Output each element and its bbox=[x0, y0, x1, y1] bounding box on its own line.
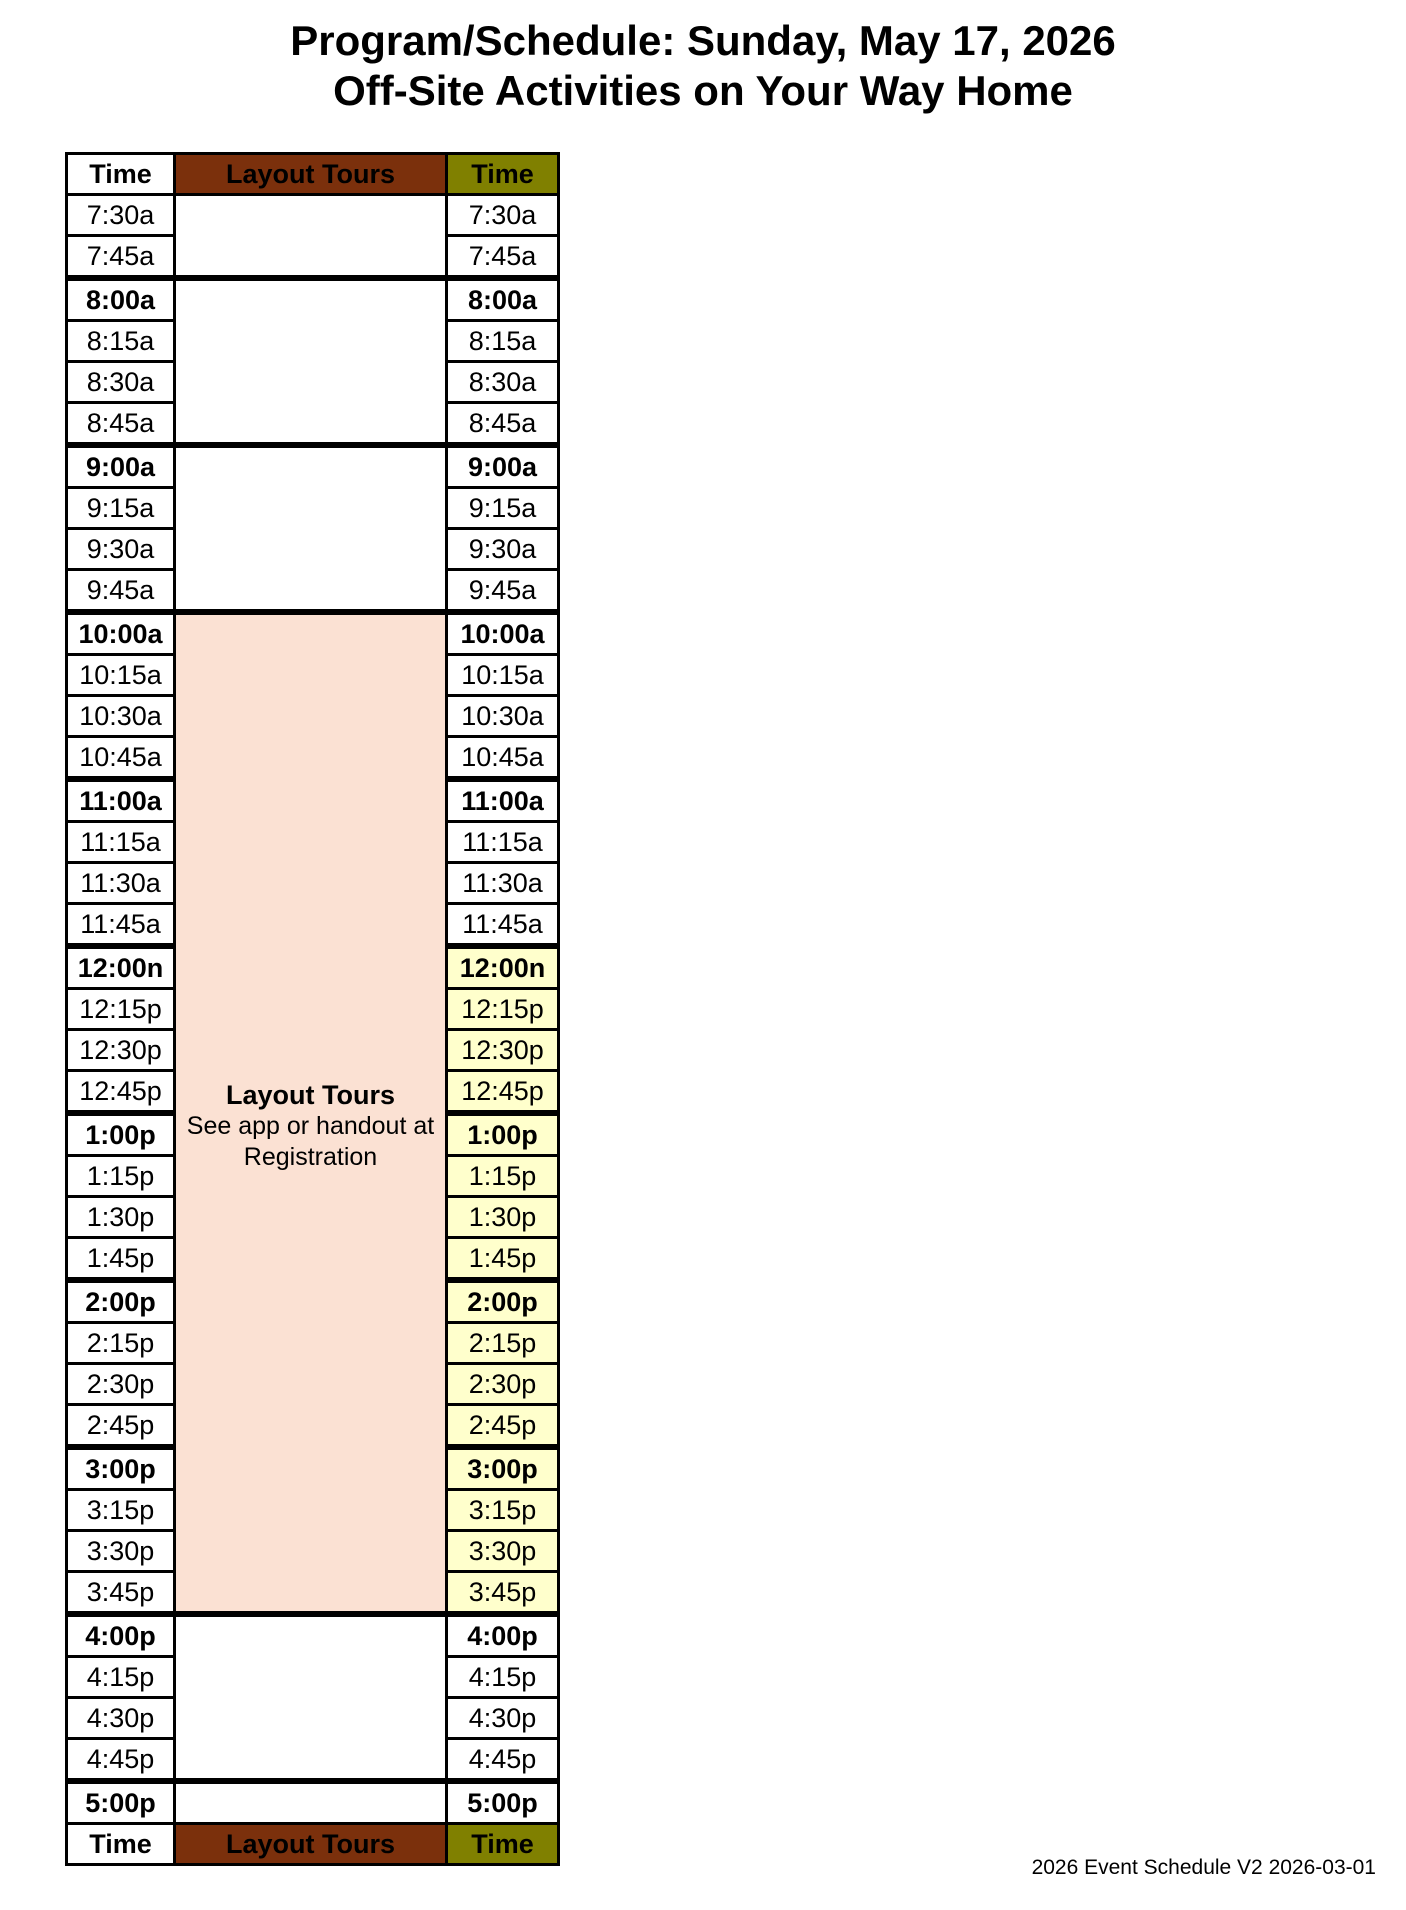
time-cell-left: 1:30p bbox=[67, 1197, 175, 1238]
time-cell-right: 1:00p bbox=[447, 1113, 559, 1156]
time-cell-left: 8:45a bbox=[67, 403, 175, 446]
time-cell-left: 3:15p bbox=[67, 1490, 175, 1531]
time-cell-right: 1:45p bbox=[447, 1238, 559, 1281]
time-cell-left: 11:00a bbox=[67, 779, 175, 822]
header-time-left: Time bbox=[67, 154, 175, 195]
schedule-row bbox=[67, 612, 559, 655]
time-cell-right: 8:15a bbox=[447, 321, 559, 362]
time-cell-right: 10:30a bbox=[447, 696, 559, 737]
time-cell-left: 10:00a bbox=[67, 612, 175, 655]
time-cell-right: 1:30p bbox=[447, 1197, 559, 1238]
time-cell-left: 1:45p bbox=[67, 1238, 175, 1281]
time-cell-left: 10:30a bbox=[67, 696, 175, 737]
page-title-line2: Off-Site Activities on Your Way Home bbox=[333, 67, 1073, 114]
time-cell-right: 3:30p bbox=[447, 1531, 559, 1572]
time-cell-right: 9:00a bbox=[447, 445, 559, 488]
time-cell-right: 8:45a bbox=[447, 403, 559, 446]
time-cell-left: 8:15a bbox=[67, 321, 175, 362]
schedule-row bbox=[67, 1614, 559, 1657]
table-header-row bbox=[67, 154, 559, 195]
schedule-row bbox=[67, 1781, 559, 1824]
tour-cell-title: Layout Tours bbox=[225, 1080, 395, 1110]
time-cell-left: 4:15p bbox=[67, 1657, 175, 1698]
time-cell-right: 12:15p bbox=[447, 989, 559, 1030]
time-cell-left: 1:00p bbox=[67, 1113, 175, 1156]
time-cell-right: 2:30p bbox=[447, 1364, 559, 1405]
time-cell-left: 8:30a bbox=[67, 362, 175, 403]
time-cell-left: 10:45a bbox=[67, 737, 175, 780]
time-cell-right: 3:00p bbox=[447, 1447, 559, 1490]
footer-time-left: Time bbox=[67, 1824, 175, 1865]
schedule-row bbox=[67, 195, 559, 236]
time-cell-right: 12:00n bbox=[447, 946, 559, 989]
time-cell-right: 4:00p bbox=[447, 1614, 559, 1657]
time-cell-left: 2:45p bbox=[67, 1405, 175, 1448]
time-cell-right: 8:30a bbox=[447, 362, 559, 403]
time-cell-right: 3:45p bbox=[447, 1572, 559, 1615]
time-cell-left: 7:30a bbox=[67, 195, 175, 236]
version-note: 2026 Event Schedule V2 2026-03-01 bbox=[1031, 1856, 1376, 1879]
schedule-row bbox=[67, 445, 559, 488]
page-title-line1: Program/Schedule: Sunday, May 17, 2026 bbox=[290, 17, 1116, 64]
time-cell-right: 1:15p bbox=[447, 1156, 559, 1197]
time-cell-left: 2:15p bbox=[67, 1323, 175, 1364]
activity-empty-cell bbox=[175, 1781, 447, 1824]
time-cell-right: 3:15p bbox=[447, 1490, 559, 1531]
schedule-row bbox=[67, 278, 559, 321]
footer-time-right: Time bbox=[447, 1824, 559, 1865]
time-cell-right: 10:00a bbox=[447, 612, 559, 655]
time-cell-right: 9:45a bbox=[447, 570, 559, 613]
time-cell-left: 12:00n bbox=[67, 946, 175, 989]
time-cell-left: 4:30p bbox=[67, 1698, 175, 1739]
time-cell-right: 4:15p bbox=[447, 1657, 559, 1698]
time-cell-left: 12:15p bbox=[67, 989, 175, 1030]
time-cell-right: 7:30a bbox=[447, 195, 559, 236]
time-cell-left: 5:00p bbox=[67, 1781, 175, 1824]
time-cell-right: 9:30a bbox=[447, 529, 559, 570]
time-cell-right: 11:15a bbox=[447, 822, 559, 863]
time-cell-right: 2:00p bbox=[447, 1280, 559, 1323]
schedule-table bbox=[65, 152, 560, 1866]
time-cell-right: 7:45a bbox=[447, 236, 559, 279]
footer-layout-tours: Layout Tours bbox=[175, 1824, 447, 1865]
time-cell-left: 10:15a bbox=[67, 655, 175, 696]
time-cell-right: 11:30a bbox=[447, 863, 559, 904]
time-cell-left: 12:30p bbox=[67, 1030, 175, 1071]
header-layout-tours: Layout Tours bbox=[175, 154, 447, 195]
time-cell-right: 4:45p bbox=[447, 1739, 559, 1782]
time-cell-left: 11:30a bbox=[67, 863, 175, 904]
time-cell-left: 3:45p bbox=[67, 1572, 175, 1615]
time-cell-right: 9:15a bbox=[447, 488, 559, 529]
time-cell-left: 9:15a bbox=[67, 488, 175, 529]
time-cell-right: 10:45a bbox=[447, 737, 559, 780]
activity-empty-cell bbox=[175, 195, 447, 279]
page-title bbox=[0, 0, 1406, 116]
time-cell-left: 12:45p bbox=[67, 1071, 175, 1114]
time-cell-left: 1:15p bbox=[67, 1156, 175, 1197]
time-cell-right: 11:00a bbox=[447, 779, 559, 822]
time-cell-right: 2:45p bbox=[447, 1405, 559, 1448]
time-cell-right: 10:15a bbox=[447, 655, 559, 696]
time-cell-left: 3:30p bbox=[67, 1531, 175, 1572]
header-time-right: Time bbox=[447, 154, 559, 195]
time-cell-left: 9:00a bbox=[67, 445, 175, 488]
activity-empty-cell bbox=[175, 1614, 447, 1781]
time-cell-left: 4:00p bbox=[67, 1614, 175, 1657]
time-cell-right: 12:45p bbox=[447, 1071, 559, 1114]
time-cell-right: 5:00p bbox=[447, 1781, 559, 1824]
time-cell-left: 8:00a bbox=[67, 278, 175, 321]
time-cell-right: 4:30p bbox=[447, 1698, 559, 1739]
time-cell-left: 9:30a bbox=[67, 529, 175, 570]
time-cell-left: 11:15a bbox=[67, 822, 175, 863]
activity-empty-cell bbox=[175, 278, 447, 445]
tour-cell-note-line2: Registration bbox=[243, 1143, 378, 1171]
time-cell-left: 11:45a bbox=[67, 904, 175, 947]
time-cell-right: 12:30p bbox=[447, 1030, 559, 1071]
time-cell-left: 9:45a bbox=[67, 570, 175, 613]
time-cell-right: 2:15p bbox=[447, 1323, 559, 1364]
tour-cell-note-line1: See app or handout at bbox=[186, 1112, 435, 1140]
time-cell-right: 11:45a bbox=[447, 904, 559, 947]
layout-tours-cell bbox=[175, 612, 447, 1614]
time-cell-left: 3:00p bbox=[67, 1447, 175, 1490]
time-cell-left: 4:45p bbox=[67, 1739, 175, 1782]
time-cell-right: 8:00a bbox=[447, 278, 559, 321]
activity-empty-cell bbox=[175, 445, 447, 612]
time-cell-left: 2:00p bbox=[67, 1280, 175, 1323]
time-cell-left: 2:30p bbox=[67, 1364, 175, 1405]
time-cell-left: 7:45a bbox=[67, 236, 175, 279]
